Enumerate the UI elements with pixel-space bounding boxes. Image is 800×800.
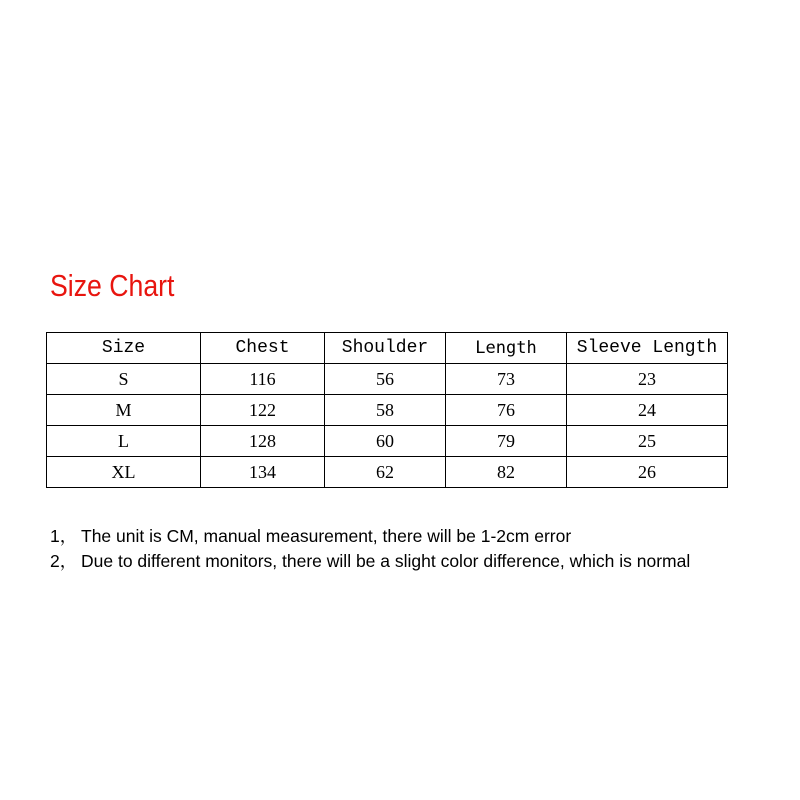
table-row: [47, 457, 728, 488]
header-shoulder: Shoulder: [325, 333, 446, 364]
cell-length: 73: [446, 364, 567, 395]
table-row: [47, 364, 728, 395]
cell-chest: 134: [201, 457, 325, 488]
size-chart-table: [46, 332, 728, 488]
cell-sleeve-length: 25: [567, 426, 728, 457]
cell-length: 76: [446, 395, 567, 426]
table-row: [47, 395, 728, 426]
cell-size: S: [47, 364, 201, 395]
cell-shoulder: 60: [325, 426, 446, 457]
cell-size: M: [47, 395, 201, 426]
cell-chest: 122: [201, 395, 325, 426]
cell-sleeve-length: 24: [567, 395, 728, 426]
cell-size: XL: [47, 457, 201, 488]
cell-sleeve-length: 26: [567, 457, 728, 488]
cell-chest: 116: [201, 364, 325, 395]
notes-list: [50, 524, 690, 574]
page-title: Size Chart: [50, 268, 175, 303]
header-length: Length: [446, 333, 567, 364]
note-item: [50, 549, 690, 574]
header-size: Size: [47, 333, 201, 364]
note-item: [50, 524, 690, 549]
cell-shoulder: 62: [325, 457, 446, 488]
cell-length: 79: [446, 426, 567, 457]
header-chest: Chest: [201, 333, 325, 364]
cell-chest: 128: [201, 426, 325, 457]
cell-sleeve-length: 23: [567, 364, 728, 395]
note-text: Due to different monitors, there will be a slight color difference, which is normal: [81, 551, 691, 571]
header-sleeve-length: Sleeve Length: [567, 333, 728, 364]
table-header-row: [47, 333, 728, 364]
note-number: 2，: [50, 551, 78, 571]
cell-length: 82: [446, 457, 567, 488]
table-row: [47, 426, 728, 457]
note-number: 1，: [50, 526, 78, 546]
cell-size: L: [47, 426, 201, 457]
note-text: The unit is CM, manual measurement, there will be 1-2cm error: [81, 526, 572, 546]
cell-shoulder: 56: [325, 364, 446, 395]
cell-shoulder: 58: [325, 395, 446, 426]
